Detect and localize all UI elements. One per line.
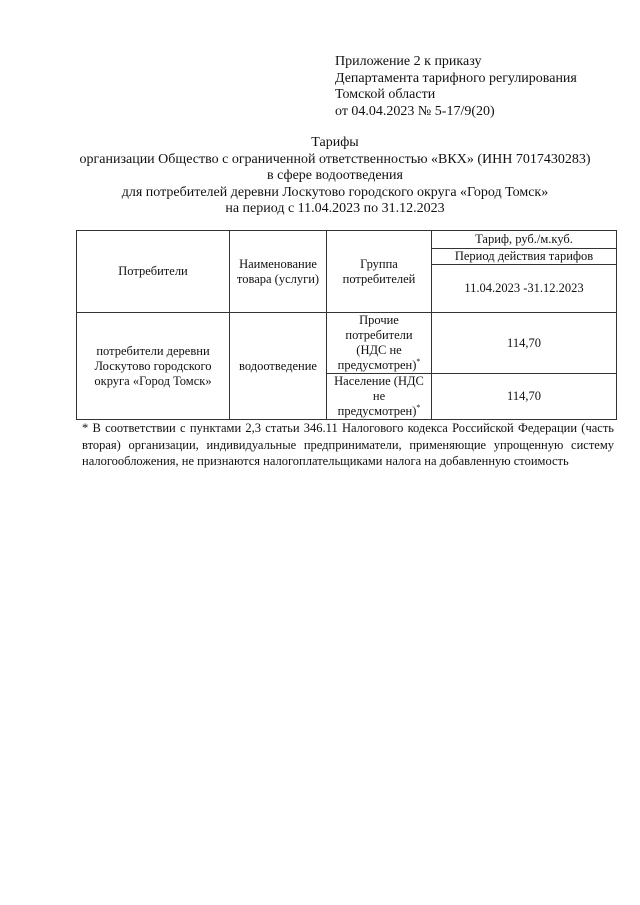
appendix-line: Департамента тарифного регулирования [335,70,577,86]
goods-cell: водоотведение [230,313,327,420]
tariff-table [76,230,617,420]
appendix-order-reference: от 04.04.2023 № 5-17/9(20) [335,103,495,119]
header-goods-name: Наименование товара (услуги) [230,231,327,313]
consumer-cell: потребители деревни Лоскутово городского округа «Город Томск» [77,313,230,420]
footnote: * В соответствии с пунктами 2,3 статьи 346.11 Налогового кодекса Российской Федерации (часть вторая) организации, индивидуальные предприниматели, применяющие упрощенную систему налогообложения, не признаются налогоплательщиками налога на добавленную стоимость [82,421,614,468]
footnote-mark: * [416,402,421,412]
header-tariff: Тариф, руб./м.куб. [432,231,617,249]
title-consumers: для потребителей деревни Лоскутово городского округа «Город Томск» [121,184,549,200]
title-period: на период с 11.04.2023 по 31.12.2023 [225,201,445,217]
header-period-dates: 11.04.2023 -31.12.2023 [432,265,617,313]
group-label: Прочие потребители (НДС не предусмотрен) [337,313,417,372]
appendix-line: Приложение 2 к приказу [335,54,482,69]
group-cell [327,374,432,420]
title-organization: организации Общество с ограниченной ответственностью «ВКХ» (ИНН 7017430283) [79,151,591,167]
appendix-line: Томской области [335,87,436,102]
header-validity-period: Период действия тарифов [432,249,617,265]
title-sphere: в сфере водоотведения [267,168,403,184]
group-cell [327,313,432,374]
group-label: Население (НДС не предусмотрен) [334,374,424,418]
title-heading: Тарифы [311,135,359,150]
header-consumers: Потребители [77,231,230,313]
tariff-value-cell: 114,70 [432,374,617,420]
document-title [0,135,640,218]
header-consumer-group: Группа потребителей [327,231,432,313]
footnote-mark: * [416,356,421,366]
tariff-value-cell: 114,70 [432,313,617,374]
appendix-header [335,54,577,120]
